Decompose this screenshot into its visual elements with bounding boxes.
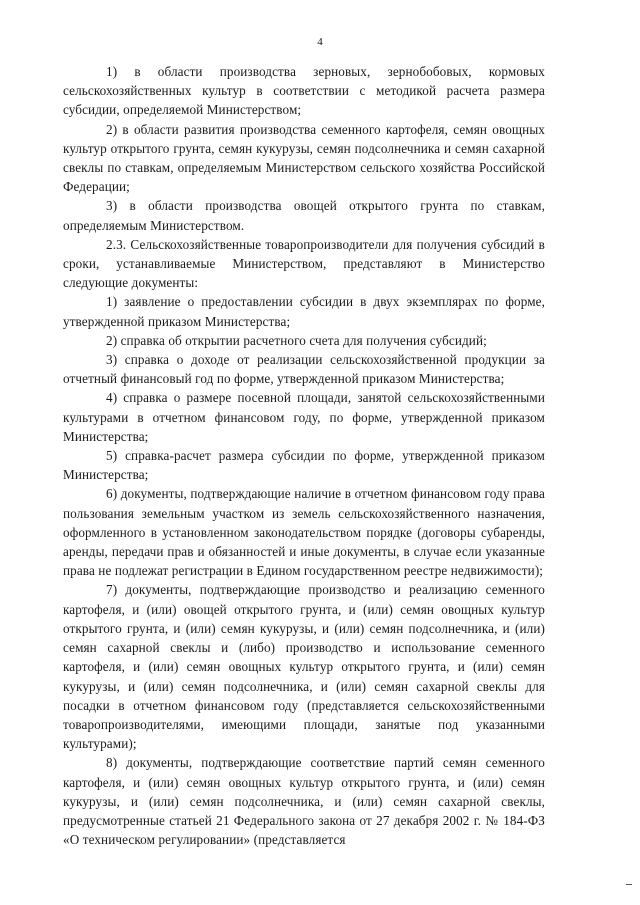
document-body: [63, 62, 545, 849]
paragraph-doc-4-sown-area: 4) справка о размере посевной площади, занятой сельскохозяйственными культурами в отчетном финансовом году, по форме, утвержденной приказом Министерства;: [63, 390, 545, 444]
paragraph-item-3-vegetables: 3) в области производства овощей открытого грунта по ставкам, определяемым Министерством.: [63, 198, 545, 233]
paragraph-doc-1-application: 1) заявление о предоставлении субсидии в двух экземплярах по форме, утвержденной приказом Министерства;: [63, 294, 545, 329]
paragraph-item-1-grain: 1) в области производства зерновых, зернобобовых, кормовых сельскохозяйственных культур в соответствии с методикой расчета размера субсидии, определяемой Министерством;: [63, 64, 545, 118]
paragraph-section-2-3: 2.3. Сельскохозяйственные товаропроизводители для получения субсидий в сроки, устанавливаемые Министерством, представляют в Министерство следующие документы:: [63, 236, 545, 291]
paragraph-doc-7-production: 7) документы, подтверждающие производство и реализацию семенного картофеля, и (или) овощей открытого грунта, и (или) семян овощных культур открытого грунта, и (или) семян кукурузы, и (или) семян подсолнечника, и (или) семян сахарной свеклы и (либо) производство и использование семенного картофеля, и (или) семян овощных культур открытого грунта, и (или) семян кукурузы, и (или) семян подсолнечника, и (или) семян сахарной свеклы для посадки в отчетном финансовом году (представляется сельскохозяйственными товаропроизводителями, имеющими площади, занятые под указанными культурами);: [63, 582, 545, 752]
paragraph-doc-2-bank-account: 2) справка об открытии расчетного счета для получения субсидий;: [106, 332, 487, 348]
paragraph-doc-3-income: 3) справка о доходе от реализации сельскохозяйственной продукции за отчетный финансовый год по форме, утвержденной приказом Министерства;: [63, 352, 545, 387]
scan-edge-mark: [626, 884, 632, 885]
paragraph-item-2-seed-potato: 2) в области развития производства семенного картофеля, семян овощных культур открытого грунта, семян кукурузы, семян подсолнечника и семян сахарной свеклы по ставкам, определяемым Министерством сельского хозяйства Российской Федерации;: [63, 121, 545, 195]
paragraph-doc-5-calculation: 5) справка-расчет размера субсидии по форме, утвержденной приказом Министерства;: [63, 448, 545, 483]
paragraph-doc-6-land-rights: 6) документы, подтверждающие наличие в отчетном финансовом году права пользования земельным участком из земель сельскохозяйственного назначения, оформленного в установленном законодательством порядке (договоры субаренды, аренды, передачи прав и обязанностей и иные документы, в случае если указанные права не подлежат регистрации в Едином государственном реестре недвижимости);: [63, 486, 545, 579]
paragraph-doc-8-conformity: 8) документы, подтверждающие соответствие партий семян семенного картофеля, и (или) семян овощных культур открытого грунта, и (или) семян кукурузы, и (или) семян подсолнечника, и (или) семян сахарной свеклы, предусмотренные статьей 21 Федерального закона от 27 декабря 2002 г. № 184-ФЗ «О техническом регулировании» (представляется: [63, 755, 545, 848]
page-number: 4: [317, 36, 323, 48]
